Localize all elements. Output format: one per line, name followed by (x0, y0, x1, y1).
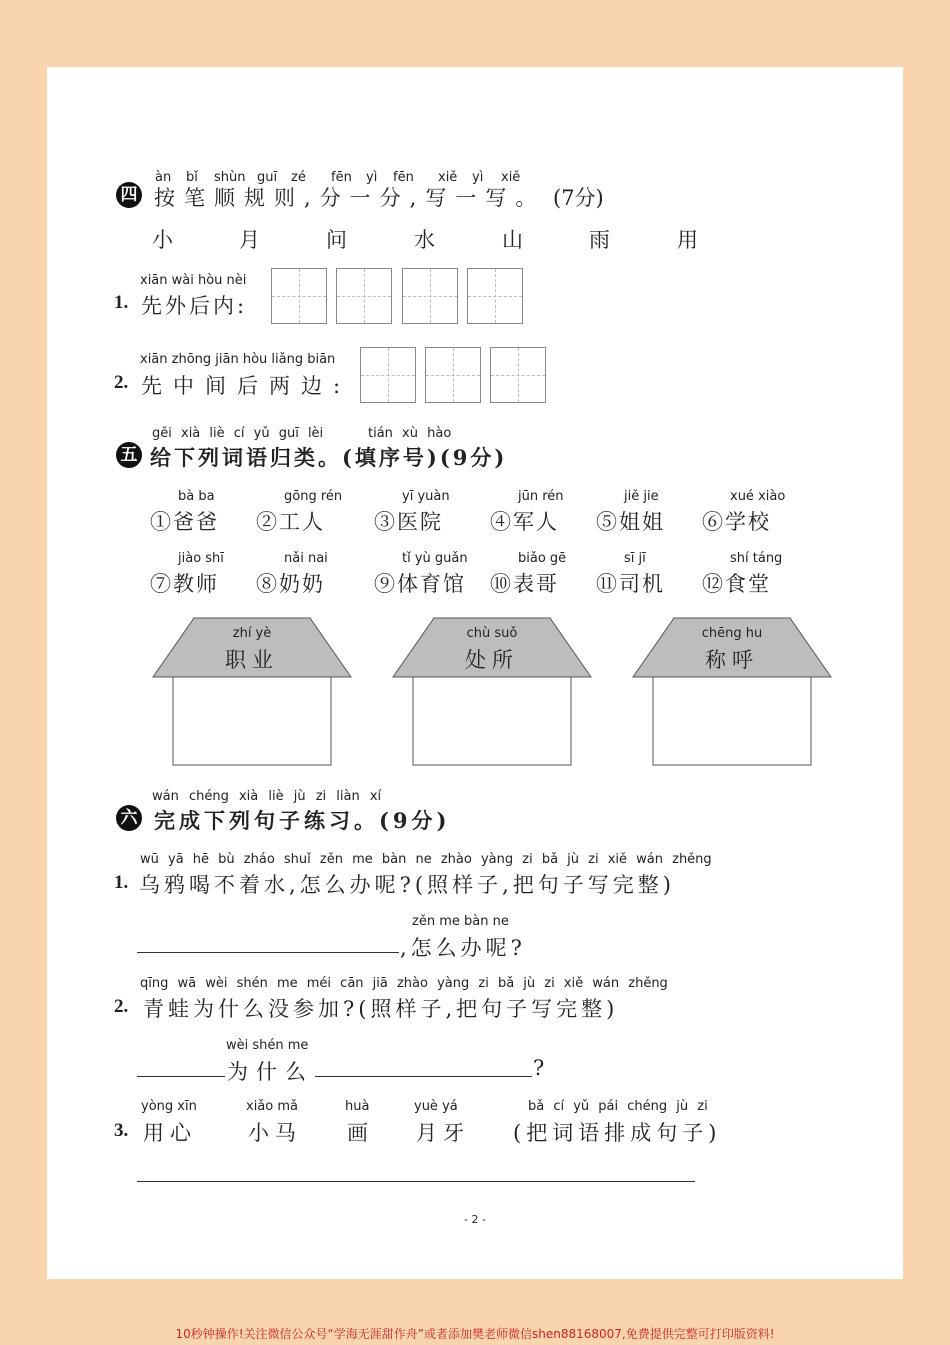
section-5-title-pinyin-1: gěi xià liè cí yǔ guī lèi (152, 426, 324, 441)
stroke-order-char: 用 (677, 228, 700, 252)
title-pinyin-syllable: guī (257, 170, 278, 185)
word-pinyin: yī yuàn (402, 489, 450, 504)
title-pinyin-syllable: zé (291, 170, 306, 185)
word-pinyin: sī jī (624, 551, 646, 566)
word-item: ⑩表哥 (490, 572, 559, 596)
title-pinyin-syllable: bǐ (186, 170, 198, 185)
word-item: ⑦教师 (150, 572, 219, 596)
word-pinyin: biǎo gē (518, 551, 567, 566)
title-pinyin-syllable: yì (472, 170, 484, 185)
word-pinyin: shí táng (730, 551, 783, 566)
house-answer-area[interactable] (174, 678, 330, 764)
s6-q1-answer-tail: ,怎么办呢? (400, 936, 526, 960)
word-item: ④军人 (490, 510, 559, 534)
q3-word: 小马 (248, 1121, 302, 1145)
page-number: - 2 - (464, 1213, 486, 1226)
word-pinyin: jiào shī (178, 551, 224, 566)
answer-blank[interactable] (315, 1076, 532, 1077)
house-pinyin: chēng hu (701, 626, 763, 641)
s6-q2-number: 2. (114, 996, 129, 1017)
title-pinyin-syllable: yì (366, 170, 378, 185)
word-pinyin: tǐ yù guǎn (402, 551, 468, 566)
word-item: ⑥学校 (702, 510, 771, 534)
writing-box[interactable] (336, 268, 392, 324)
s6-q2-pinyin: qīng wā wèi shén me méi cān jiā zhào yàng zi bǎ jù zi xiě wán zhěng (140, 976, 668, 991)
writing-box[interactable] (425, 347, 481, 403)
writing-box[interactable] (490, 347, 546, 403)
stroke-order-char: 水 (414, 228, 437, 252)
q3-word-pinyin: yuè yá (414, 1099, 458, 1114)
word-item: ⑨体育馆 (374, 572, 466, 596)
title-pinyin-syllable: fēn (331, 170, 352, 185)
q1-pinyin: xiān wài hòu nèi (140, 273, 247, 288)
s6-q1-number: 1. (114, 872, 129, 893)
section-6-title: 完成下列句子练习。(9分) (154, 808, 451, 833)
title-pinyin-syllable: àn (155, 170, 172, 185)
answer-blank[interactable] (137, 1181, 695, 1182)
word-item: ⑪司机 (596, 572, 665, 596)
word-item: ①爸爸 (150, 510, 219, 534)
house-pinyin: zhí yè (232, 626, 272, 641)
section-4-title: 按笔顺规则,分一分,写一写。 (154, 186, 546, 210)
footer-promo: 10秒钟操作!关注微信公众号“学海无涯甜作舟”或者添加樊老师微信shen88168007,免费提供完整可打印版资料! (175, 1327, 775, 1341)
writing-box[interactable] (271, 268, 327, 324)
house-answer-area[interactable] (414, 678, 570, 764)
stroke-order-char: 小 (152, 228, 175, 252)
house-label: 职业 (225, 648, 279, 672)
house-label: 称呼 (705, 648, 759, 672)
q3-word: 月牙 (416, 1121, 470, 1145)
word-item: ②工人 (256, 510, 325, 534)
house-1 (152, 617, 352, 767)
s6-q1-question: 乌鸦喝不着水,怎么办呢?(照样子,把句子写完整) (139, 873, 675, 897)
word-pinyin: nǎi nai (284, 551, 328, 566)
q1-label: 先外后内: (141, 294, 248, 318)
writing-box[interactable] (467, 268, 523, 324)
stroke-order-char: 问 (326, 228, 349, 252)
q1-number: 1. (114, 292, 129, 313)
title-pinyin-syllable: shùn (214, 170, 246, 185)
word-item: ⑧奶奶 (256, 572, 325, 596)
s6-q2-answer-mid: 为什么 (227, 1060, 314, 1084)
s6-q1-pinyin: wū yā hē bù zháo shuǐ zěn me bàn ne zhào yàng zi bǎ jù zi xiě wán zhěng (140, 852, 712, 867)
word-pinyin: xué xiào (730, 489, 786, 504)
q3-word: 画 (347, 1121, 374, 1145)
q2-pinyin: xiān zhōng jiān hòu liǎng biān (140, 352, 336, 367)
s6-q2-answer-pinyin: wèi shén me (226, 1038, 309, 1053)
s6-q2-question: 青蛙为什么没参加?(照样子,把句子写完整) (143, 997, 619, 1021)
q3-word-pinyin: yòng xīn (141, 1099, 197, 1114)
title-pinyin-syllable: xiě (438, 170, 458, 185)
s6-q2-answer-end: ? (533, 1056, 547, 1080)
stroke-order-char: 雨 (589, 228, 612, 252)
s6-q3-note: (把词语排成句子) (513, 1121, 722, 1145)
answer-blank[interactable] (137, 1076, 225, 1077)
section-6-title-pinyin: wán chéng xià liè jù zi liàn xí (152, 789, 382, 804)
word-pinyin: bà ba (178, 489, 215, 504)
word-pinyin: gōng rén (284, 489, 343, 504)
s6-q3-note-pinyin: bǎ cí yǔ pái chéng jù zi (528, 1099, 708, 1114)
section-6-badge: 六 (116, 805, 142, 831)
q2-number: 2. (114, 372, 129, 393)
word-item: ③医院 (374, 510, 443, 534)
house-label: 处所 (465, 648, 519, 672)
title-pinyin-syllable: fēn (393, 170, 414, 185)
s6-q1-answer-pinyin: zěn me bàn ne (412, 914, 509, 929)
stroke-order-char: 山 (502, 228, 525, 252)
section-4-score: (7分) (553, 186, 604, 210)
section-5-title-pinyin-2: tián xù hào (368, 426, 452, 441)
q2-label: 先中间后两边: (141, 374, 352, 398)
word-item: ⑫食堂 (702, 572, 771, 596)
house-answer-area[interactable] (654, 678, 810, 764)
word-item: ⑤姐姐 (596, 510, 665, 534)
section-5-badge: 五 (116, 442, 142, 468)
writing-box[interactable] (360, 347, 416, 403)
title-pinyin-syllable: xiě (501, 170, 521, 185)
answer-blank[interactable] (137, 952, 399, 953)
word-pinyin: jiě jie (624, 489, 659, 504)
s6-q3-number: 3. (114, 1120, 129, 1141)
writing-box[interactable] (402, 268, 458, 324)
section-4-badge: 四 (116, 182, 142, 208)
word-pinyin: jūn rén (518, 489, 564, 504)
q3-word-pinyin: huà (345, 1099, 370, 1114)
house-pinyin: chù suǒ (466, 626, 518, 641)
house-2 (392, 617, 592, 767)
q3-word-pinyin: xiǎo mǎ (246, 1099, 298, 1114)
q3-word: 用心 (143, 1121, 197, 1145)
section-5-title: 给下列词语归类。(填序号)(9分) (150, 445, 508, 470)
house-3 (632, 617, 832, 767)
stroke-order-char: 月 (239, 228, 262, 252)
